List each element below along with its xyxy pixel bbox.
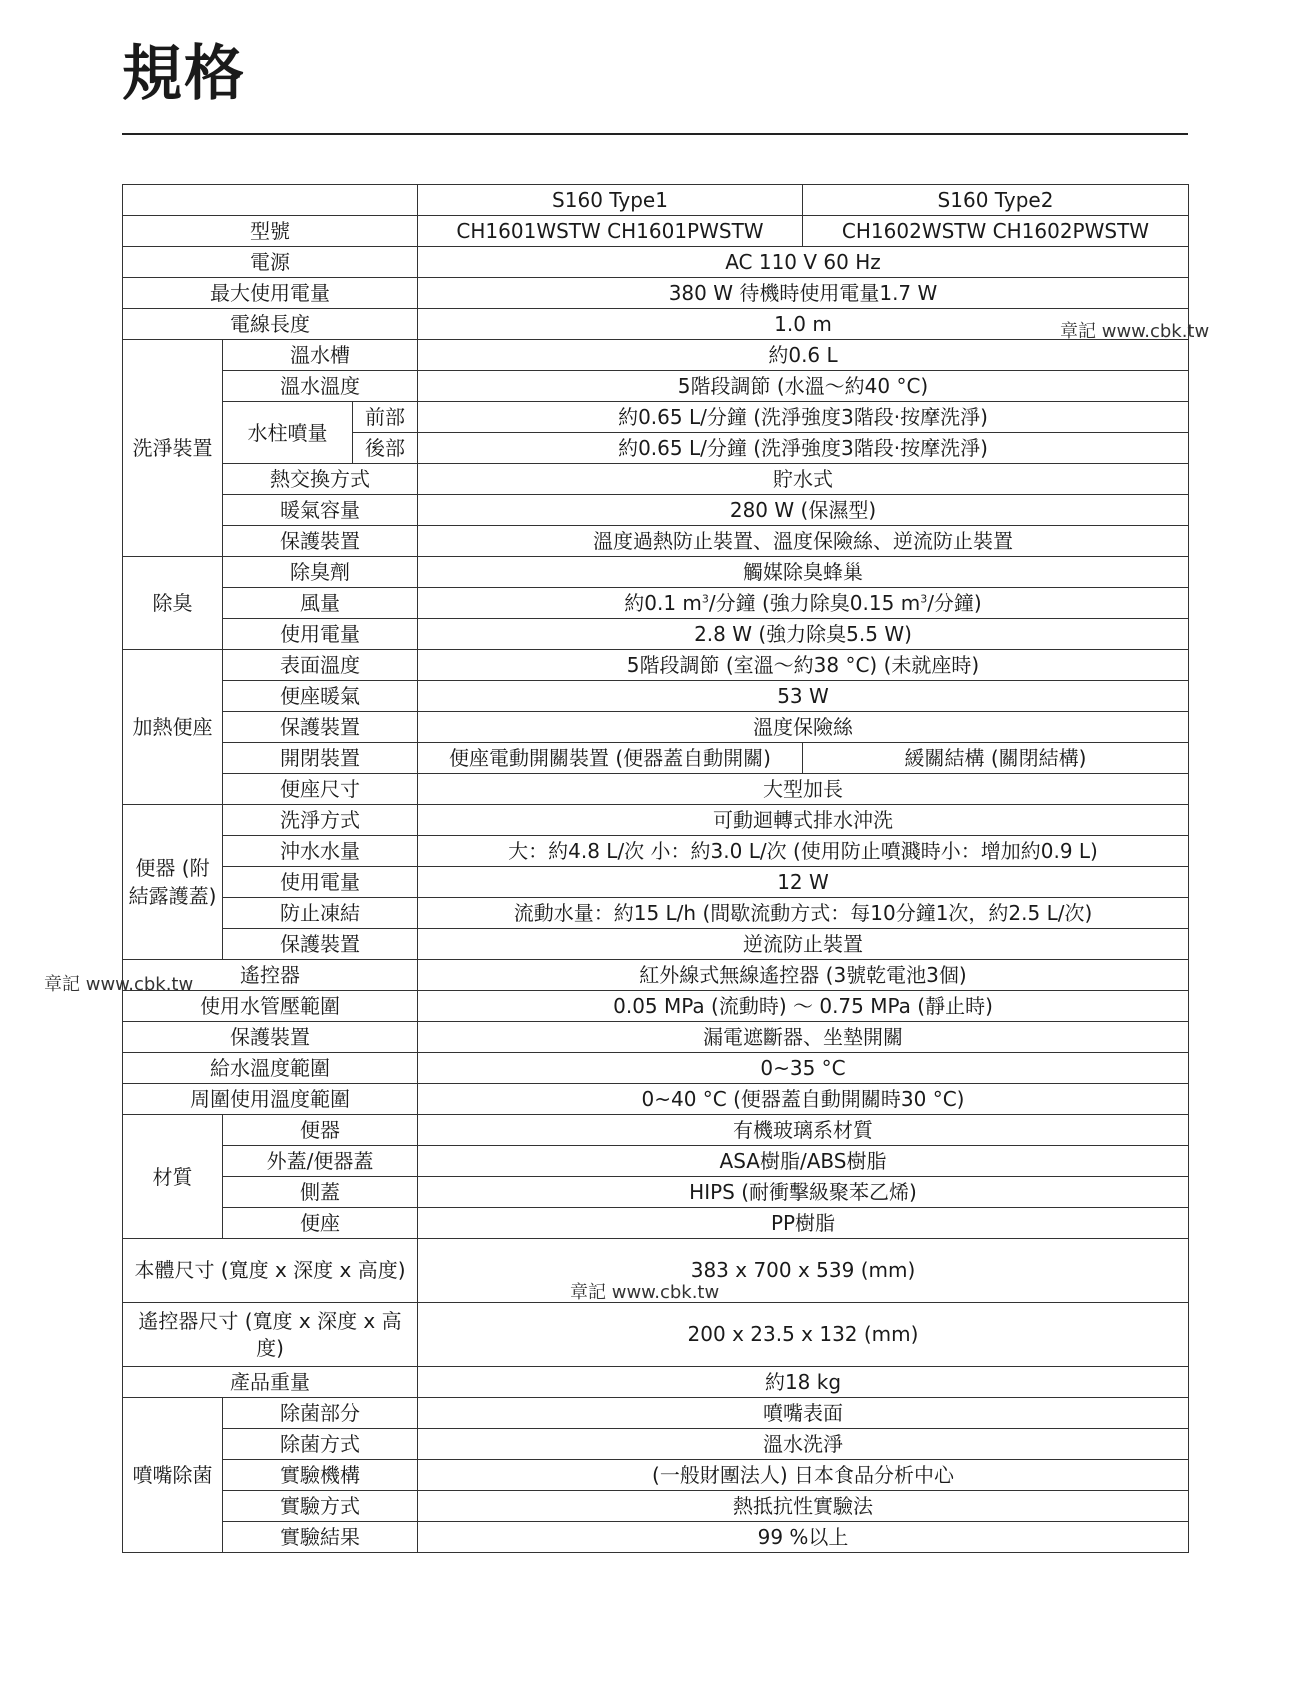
row-label: 產品重量	[123, 1367, 418, 1398]
row-label: 暖氣容量	[223, 495, 418, 526]
table-row	[123, 464, 1189, 495]
row-value: 383 x 700 x 539 (mm)	[418, 1239, 1189, 1303]
row-label: 保護裝置	[223, 929, 418, 960]
watermark-text: 章記 www.cbk.tw	[1060, 321, 1210, 342]
group-label-material: 材質	[123, 1115, 223, 1239]
table-row	[123, 216, 1189, 247]
row-value: AC 110 V 60 Hz	[418, 247, 1189, 278]
row-label: 除菌部分	[223, 1398, 418, 1429]
row-label: 便座	[223, 1208, 418, 1239]
sub-label: 後部	[353, 433, 418, 464]
open-type1: 便座電動開關裝置 (便器蓋自動開關)	[418, 743, 803, 774]
table-row	[123, 619, 1189, 650]
header-type2: S160 Type2	[803, 185, 1189, 216]
row-value: 貯水式	[418, 464, 1189, 495]
sub-label: 前部	[353, 402, 418, 433]
row-label: 遙控器	[123, 960, 418, 991]
row-value: 380 W 待機時使用電量1.7 W	[418, 278, 1189, 309]
value-part: 約0.1 m	[624, 591, 702, 615]
header-type1: S160 Type1	[418, 185, 803, 216]
table-row	[123, 1491, 1189, 1522]
table-row	[123, 712, 1189, 743]
table-row	[123, 867, 1189, 898]
row-label: 本體尺寸 (寬度 x 深度 x 高度)	[123, 1239, 418, 1303]
table-row	[123, 1146, 1189, 1177]
table-row	[123, 1084, 1189, 1115]
header-empty-cell	[123, 185, 418, 216]
row-label: 實驗結果	[223, 1522, 418, 1553]
table-row	[123, 247, 1189, 278]
row-label: 便座暖氣	[223, 681, 418, 712]
model-type2: CH1602WSTW CH1602PWSTW	[803, 216, 1189, 247]
table-row	[123, 1460, 1189, 1491]
row-value: (一般財團法人) 日本食品分析中心	[418, 1460, 1189, 1491]
table-row	[123, 340, 1189, 371]
row-value: 可動迴轉式排水沖洗	[418, 805, 1189, 836]
row-label: 防止凍結	[223, 898, 418, 929]
table-row	[123, 309, 1189, 340]
row-value: 噴嘴表面	[418, 1398, 1189, 1429]
table-row	[123, 960, 1189, 991]
superscript: 3	[701, 592, 709, 606]
group-label-nozzle: 噴嘴除菌	[123, 1398, 223, 1553]
value-part: /分鐘)	[927, 591, 982, 615]
table-row	[123, 805, 1189, 836]
table-row	[123, 898, 1189, 929]
table-row	[123, 1367, 1189, 1398]
row-label: 保護裝置	[223, 526, 418, 557]
row-value	[418, 588, 1189, 619]
table-row	[123, 681, 1189, 712]
row-value: 0.05 MPa (流動時) ～ 0.75 MPa (靜止時)	[418, 991, 1189, 1022]
row-value: 觸媒除臭蜂巢	[418, 557, 1189, 588]
row-value: 約18 kg	[418, 1367, 1189, 1398]
row-value: 漏電遮斷器、坐墊開關	[418, 1022, 1189, 1053]
row-value: 流動水量：約15 L/h (間歇流動方式：每10分鐘1次，約2.5 L/次)	[418, 898, 1189, 929]
table-row	[123, 557, 1189, 588]
row-value: 大：約4.8 L/次 小：約3.0 L/次 (使用防止噴濺時小：增加約0.9 L)	[418, 836, 1189, 867]
table-row	[123, 1522, 1189, 1553]
row-label: 給水溫度範圍	[123, 1053, 418, 1084]
row-label: 最大使用電量	[123, 278, 418, 309]
table-row	[123, 526, 1189, 557]
row-label: 風量	[223, 588, 418, 619]
row-value: 99 %以上	[418, 1522, 1189, 1553]
row-value: 約0.65 L/分鐘 (洗淨強度3階段·按摩洗淨)	[418, 402, 1189, 433]
row-value: 280 W (保濕型)	[418, 495, 1189, 526]
table-row	[123, 1053, 1189, 1084]
row-value: PP樹脂	[418, 1208, 1189, 1239]
group-label-bowl: 便器 (附結露護蓋)	[123, 805, 223, 960]
row-label: 除臭劑	[223, 557, 418, 588]
row-label: 保護裝置	[223, 712, 418, 743]
row-value: 約0.6 L	[418, 340, 1189, 371]
row-label: 使用電量	[223, 619, 418, 650]
row-label: 外蓋/便器蓋	[223, 1146, 418, 1177]
row-label: 周圍使用溫度範圍	[123, 1084, 418, 1115]
row-label: 便器	[223, 1115, 418, 1146]
group-label-deodor: 除臭	[123, 557, 223, 650]
row-value: 熱抵抗性實驗法	[418, 1491, 1189, 1522]
table-row	[123, 836, 1189, 867]
row-label: 表面溫度	[223, 650, 418, 681]
table-row	[123, 1398, 1189, 1429]
table-row	[123, 495, 1189, 526]
row-value: 有機玻璃系材質	[418, 1115, 1189, 1146]
table-row	[123, 1208, 1189, 1239]
table-row	[123, 1022, 1189, 1053]
table-row	[123, 185, 1189, 216]
table-row	[123, 929, 1189, 960]
row-label: 開閉裝置	[223, 743, 418, 774]
watermark-text: 章記 www.cbk.tw	[570, 1282, 720, 1303]
row-value: 紅外線式無線遙控器 (3號乾電池3個)	[418, 960, 1189, 991]
model-type1: CH1601WSTW CH1601PWSTW	[418, 216, 803, 247]
table-row	[123, 1303, 1189, 1367]
row-label: 電線長度	[123, 309, 418, 340]
value-part: /分鐘 (強力除臭0.15 m	[708, 591, 921, 615]
row-value: 5階段調節 (室溫～約38 °C) (未就座時)	[418, 650, 1189, 681]
row-label: 溫水溫度	[223, 371, 418, 402]
row-value: 0~35 °C	[418, 1053, 1189, 1084]
row-value: 大型加長	[418, 774, 1189, 805]
row-value: 約0.65 L/分鐘 (洗淨強度3階段·按摩洗淨)	[418, 433, 1189, 464]
table-row	[123, 1115, 1189, 1146]
row-value: 溫水洗淨	[418, 1429, 1189, 1460]
row-value: 0~40 °C (便器蓋自動開關時30 °C)	[418, 1084, 1189, 1115]
row-value: 逆流防止裝置	[418, 929, 1189, 960]
table-row	[123, 743, 1189, 774]
row-label: 便座尺寸	[223, 774, 418, 805]
table-row	[123, 402, 1189, 433]
spec-table	[122, 184, 1189, 1553]
row-label: 溫水槽	[223, 340, 418, 371]
row-value: 5階段調節 (水溫～約40 °C)	[418, 371, 1189, 402]
row-value: 2.8 W (強力除臭5.5 W)	[418, 619, 1189, 650]
row-value: 溫度保險絲	[418, 712, 1189, 743]
row-label: 除菌方式	[223, 1429, 418, 1460]
table-row	[123, 1177, 1189, 1208]
row-label: 使用電量	[223, 867, 418, 898]
title-divider	[122, 133, 1188, 135]
row-value: 53 W	[418, 681, 1189, 712]
row-value: 200 x 23.5 x 132 (mm)	[418, 1303, 1189, 1367]
row-label: 水柱噴量	[223, 402, 353, 464]
row-label: 沖水水量	[223, 836, 418, 867]
watermark-text: 章記 www.cbk.tw	[44, 974, 194, 995]
row-value: 溫度過熱防止裝置、溫度保險絲、逆流防止裝置	[418, 526, 1189, 557]
group-label-seat: 加熱便座	[123, 650, 223, 805]
row-label: 熱交換方式	[223, 464, 418, 495]
page-title: 規格	[122, 39, 246, 109]
group-label-wash: 洗淨裝置	[123, 340, 223, 557]
row-label: 側蓋	[223, 1177, 418, 1208]
table-row	[123, 1429, 1189, 1460]
row-label: 實驗機構	[223, 1460, 418, 1491]
table-row	[123, 278, 1189, 309]
row-label: 使用水管壓範圍	[123, 991, 418, 1022]
row-label: 電源	[123, 247, 418, 278]
row-label: 洗淨方式	[223, 805, 418, 836]
table-row	[123, 774, 1189, 805]
open-type2: 緩關結構 (關閉結構)	[803, 743, 1189, 774]
row-label: 實驗方式	[223, 1491, 418, 1522]
row-label: 保護裝置	[123, 1022, 418, 1053]
table-row	[123, 650, 1189, 681]
row-value: HIPS (耐衝擊級聚苯乙烯)	[418, 1177, 1189, 1208]
table-row	[123, 991, 1189, 1022]
table-row	[123, 588, 1189, 619]
row-label: 遙控器尺寸 (寬度 x 深度 x 高度)	[123, 1303, 418, 1367]
row-value: 12 W	[418, 867, 1189, 898]
table-row	[123, 371, 1189, 402]
row-value: 1.0 m	[418, 309, 1189, 340]
superscript: 3	[920, 592, 928, 606]
row-label: 型號	[123, 216, 418, 247]
row-value: ASA樹脂/ABS樹脂	[418, 1146, 1189, 1177]
